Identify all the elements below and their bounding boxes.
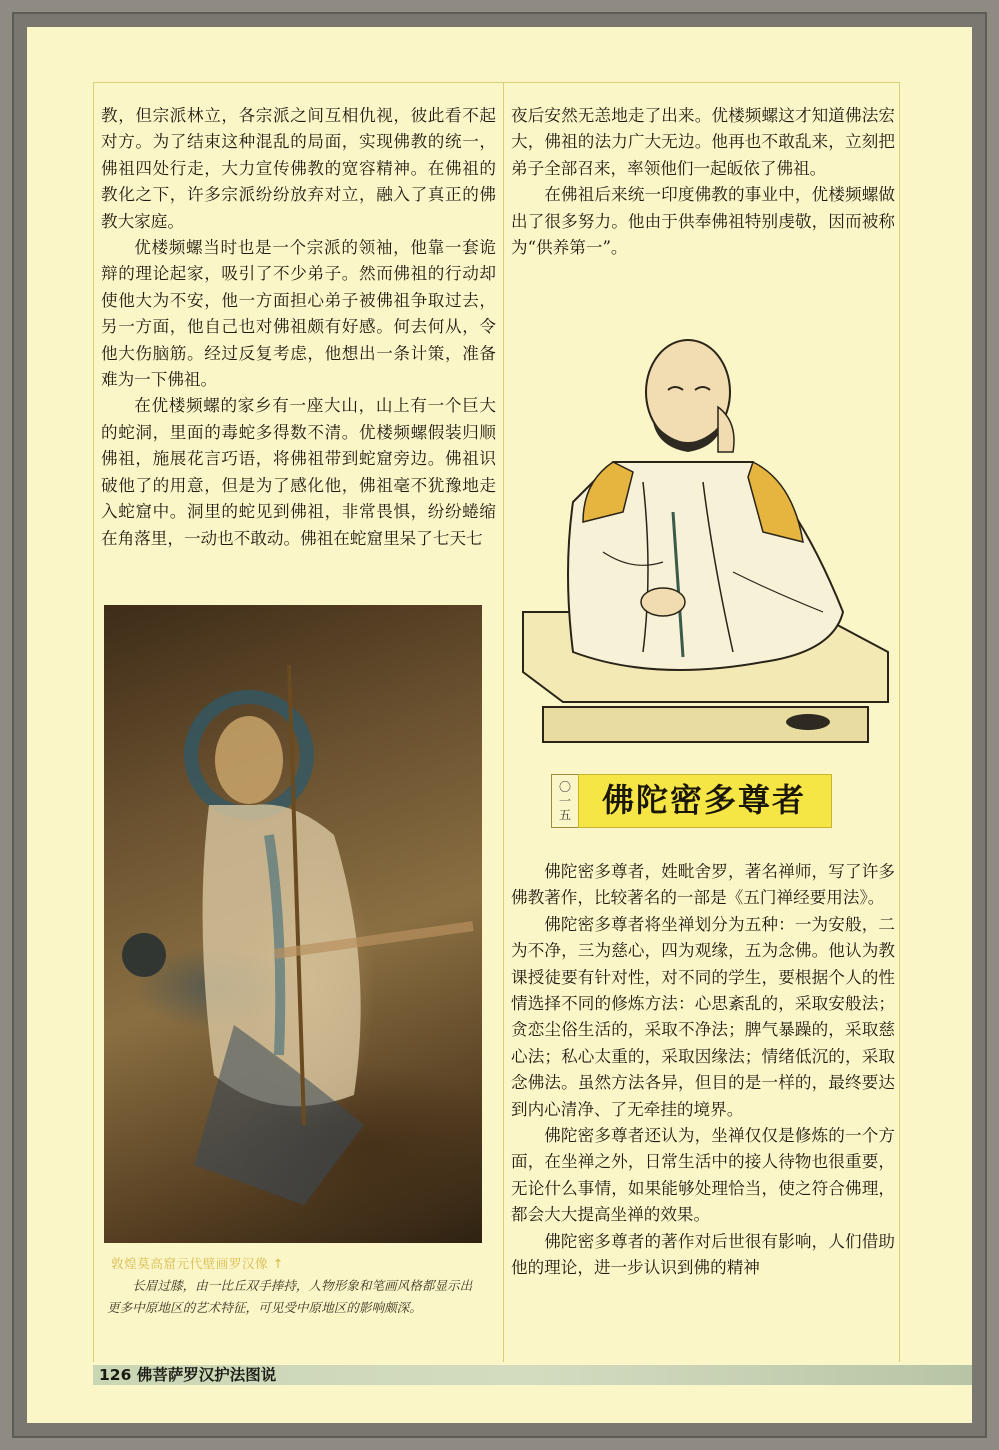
paragraph: 在优楼频螺的家乡有一座大山，山上有一个巨大的蛇洞，里面的毒蛇多得数不清。优楼频螺假装归顺佛祖，施展花言巧语，将佛祖带到蛇窟旁边。佛祖识破他了的用意，但是为了感化他，佛祖毫不犹豫地走入蛇窟中。洞里的蛇见到佛祖，非常畏惧，纷纷蜷缩在角落里，一动也不敢动。佛祖在蛇窟里呆了七天七 xyxy=(101,396,496,548)
paragraph: 佛陀密多尊者的著作对后世很有影响，人们借助他的理论，进一步认识到佛的精神 xyxy=(511,1231,895,1278)
right-margin-line xyxy=(899,82,900,1362)
page-number: 126 xyxy=(99,1366,132,1384)
section-number-line: 〇 xyxy=(558,780,571,794)
top-rule-right xyxy=(503,82,899,83)
top-rule-left xyxy=(93,82,503,83)
left-column-text xyxy=(101,103,496,552)
left-margin-line xyxy=(93,82,94,1362)
book-title: 佛菩萨罗汉护法图说 xyxy=(136,1366,277,1384)
paragraph: 夜后安然无恙地走了出来。优楼频螺这才知道佛法宏大，佛祖的法力广大无边。他再也不敢乱来，立刻把弟子全部召来，率领他们一起皈依了佛祖。 xyxy=(511,106,895,178)
paragraph: 优楼频螺当时也是一个宗派的领袖，他靠一套诡辩的理论起家，吸引了不少弟子。然而佛祖的行动却使他大为不安，他一方面担心弟子被佛祖争取过去，另一方面，他自己也对佛祖颇有好感。何去何从，令他大伤脑筋。经过反复考虑，他想出一条计策，准备难为一下佛祖。 xyxy=(101,238,496,390)
section-number xyxy=(551,774,579,828)
mural-photo xyxy=(104,605,482,1243)
paragraph: 佛陀密多尊者还认为，坐禅仅仅是修炼的一个方面，在坐禅之外，日常生活中的接人待物也很重要，无论什么事情，如果能够处理恰当，使之符合佛理，都会大大提高坐禅的效果。 xyxy=(511,1126,895,1225)
section-number-line: 一 xyxy=(558,794,571,808)
mural-figure xyxy=(104,605,482,1243)
right-column-top-text xyxy=(511,103,895,261)
right-column-bottom-text xyxy=(511,859,895,1282)
paragraph: 在佛祖后来统一印度佛教的事业中，优楼频螺做出了很多努力。他由于供奉佛祖特别虔敬，因而被称为“供养第一”。 xyxy=(511,185,895,258)
section-number-line: 五 xyxy=(558,808,571,822)
photo-caption-title: 敦煌莫高窟元代壁画罗汉像 ↑ xyxy=(111,1256,284,1271)
paragraph: 佛陀密多尊者，姓毗舍罗，著名禅师，写了许多佛教著作，比较著名的一部是《五门禅经要用法》。 xyxy=(511,862,895,908)
section-title: 佛陀密多尊者 xyxy=(601,781,806,819)
footer xyxy=(99,1365,276,1385)
arhat-illustration xyxy=(503,312,898,752)
photo-caption-text: 长眉过膝，由一比丘双手捧持，人物形象和笔画风格都显示出更多中原地区的艺术特征，可见受中原地区的影响颇深。 xyxy=(107,1278,473,1315)
paragraph: 佛陀密多尊者将坐禅划分为五种：一为安般，二为不净，三为慈心，四为观缘，五为念佛。他认为教课授徒要有针对性，对不同的学生，要根据个人的性情选择不同的修炼方法：心思紊乱的，采取安般法；贪恋尘俗生活的，采取不净法；脾气暴躁的，采取慈心法；私心太重的，采取因缘法；情绪低沉的，采取念佛法。虽然方法各异，但目的是一样的，最终要达到内心清净、了无牵挂的境界。 xyxy=(511,914,895,1119)
paragraph: 教，但宗派林立，各宗派之间互相仇视，彼此看不起对方。为了结束这种混乱的局面，实现佛教的统一，佛祖四处行走，大力宣传佛教的宽容精神。在佛祖的教化之下，许多宗派纷纷放弃对立，融入了真正的佛教大家庭。 xyxy=(101,106,496,231)
book-page xyxy=(27,27,972,1423)
